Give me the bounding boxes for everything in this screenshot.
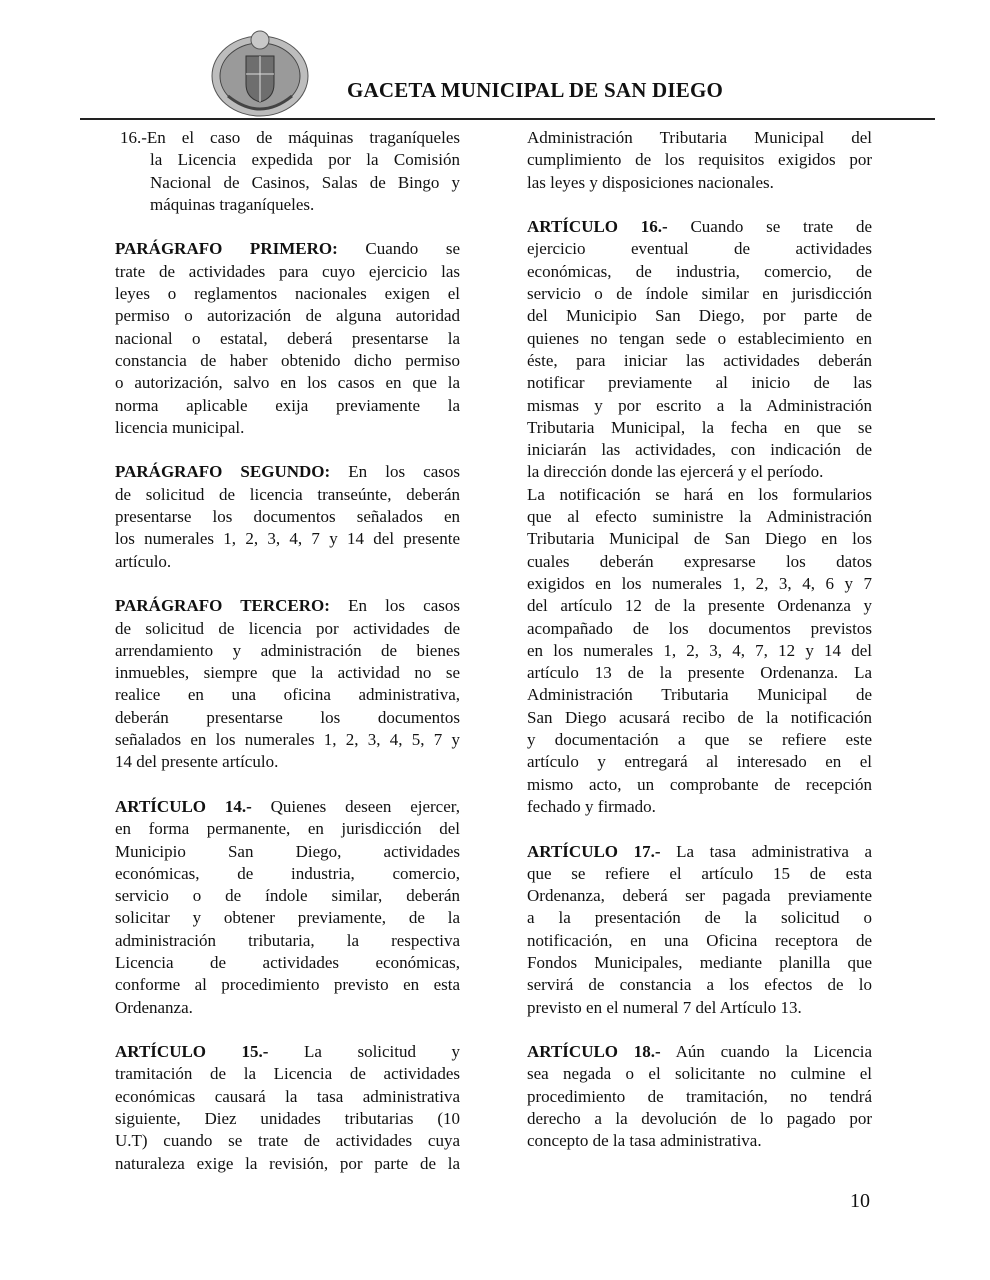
text-line xyxy=(115,907,460,929)
line-text: exigidos en los numerales 1, 2, 3, 4, 6 y 7 xyxy=(527,573,872,593)
line-text: nacional o estatal, deberá presentarse la xyxy=(115,328,460,348)
text-line xyxy=(115,640,460,662)
header-divider xyxy=(80,118,935,120)
text-line xyxy=(115,974,460,996)
line-text: artículo 13 de la presente Ordenanza. La xyxy=(527,663,872,683)
article-heading: ARTÍCULO 15.- xyxy=(115,1042,269,1062)
text-line xyxy=(115,261,460,283)
text-line xyxy=(527,1108,872,1130)
line-text: constancia de haber obtenido dicho permiso xyxy=(115,350,460,370)
line-text: quienes no tengan sede o establecimiento en xyxy=(527,328,872,348)
text-line xyxy=(115,194,460,216)
text-line xyxy=(527,684,872,706)
article-paragraph xyxy=(115,796,460,1019)
article-paragraph xyxy=(115,238,460,439)
text-line xyxy=(527,283,872,305)
text-line xyxy=(115,1063,460,1085)
right-column xyxy=(527,127,872,1153)
text-line xyxy=(527,216,872,238)
text-line xyxy=(115,506,460,528)
line-text: máquinas traganíqueles. xyxy=(150,194,315,214)
line-text: norma aplicable exija previamente la xyxy=(115,395,460,415)
line-text: iniciarán las actividades, con indicación de xyxy=(527,440,872,460)
line-text: San Diego acusará recibo de la notificación xyxy=(527,707,872,727)
line-text: económicas, de industria, comercio, de xyxy=(527,261,872,281)
text-line xyxy=(115,461,460,483)
text-line xyxy=(115,1108,460,1130)
text-line xyxy=(115,395,460,417)
text-line xyxy=(115,930,460,952)
article-paragraph xyxy=(527,216,872,484)
line-text: Fondos Municipales, mediante planilla que xyxy=(527,952,872,972)
paragraph xyxy=(527,127,872,194)
text-line xyxy=(115,729,460,751)
text-line xyxy=(115,127,460,149)
article-paragraph xyxy=(115,1041,460,1175)
text-line xyxy=(527,662,872,684)
text-line xyxy=(527,551,872,573)
text-line xyxy=(527,439,872,461)
text-line xyxy=(115,1130,460,1152)
article-heading: ARTÍCULO 17.- xyxy=(527,841,661,861)
text-line xyxy=(527,952,872,974)
line-text: Administración Tributaria Municipal del xyxy=(527,128,872,147)
line-text: mismas y por escrito a la Administración xyxy=(527,395,872,415)
line-text: Cuando se trate de xyxy=(690,217,873,237)
line-text: Ordenanza, deberá ser pagada previamente xyxy=(527,886,872,906)
line-text: del artículo 12 de la presente Ordenanza y xyxy=(527,596,872,616)
text-line xyxy=(527,595,872,617)
text-line xyxy=(115,551,460,573)
line-text: la Licencia expedida por la Comisión xyxy=(150,150,460,170)
left-column xyxy=(115,127,460,1175)
line-text: en los numerales 1, 2, 3, 4, 7, 12 y 14 del xyxy=(527,640,872,660)
line-text: cumplimiento de los requisitos exigidos por xyxy=(527,150,872,170)
line-text: notificar previamente al inicio de las xyxy=(527,373,872,393)
text-line xyxy=(527,1063,872,1085)
text-line xyxy=(527,350,872,372)
line-text: Tributaria Municipal de San Diego en los xyxy=(527,529,872,549)
line-text: tramitación de la Licencia de actividades xyxy=(115,1064,460,1084)
text-line xyxy=(115,1153,460,1175)
line-text: éste, para iniciar las actividades deberán xyxy=(527,350,872,370)
line-text: naturaleza exige la revisión, por parte de la xyxy=(115,1153,460,1173)
text-line xyxy=(527,841,872,863)
text-line xyxy=(115,528,460,550)
text-line xyxy=(115,662,460,684)
line-text: realice en una oficina administrativa, xyxy=(115,685,460,705)
line-text: Municipio San Diego, actividades xyxy=(115,841,460,861)
line-text: En los casos xyxy=(348,462,460,482)
text-line xyxy=(527,573,872,595)
line-text: previsto en el numeral 7 del Artículo 13. xyxy=(527,997,802,1017)
line-text: Administración Tributaria Municipal de xyxy=(527,685,872,705)
line-text: derecho a la devolución de lo pagado por xyxy=(527,1109,872,1129)
text-line xyxy=(115,172,460,194)
line-text: Cuando se xyxy=(365,239,460,259)
article-heading: ARTÍCULO 14.- xyxy=(115,796,252,816)
line-text: los numerales 1, 2, 3, 4, 7 y 14 del presente xyxy=(115,529,460,549)
line-text: que al efecto suministre la Administración xyxy=(527,507,872,527)
text-line xyxy=(527,1086,872,1108)
text-line xyxy=(527,1130,872,1152)
text-line xyxy=(527,907,872,929)
text-line xyxy=(115,997,460,1019)
text-line xyxy=(527,528,872,550)
text-line xyxy=(115,595,460,617)
text-line xyxy=(115,751,460,773)
text-line xyxy=(527,372,872,394)
line-text: 16.-En el caso de máquinas traganíqueles xyxy=(120,128,460,147)
line-text: servirá de constancia a los efectos de lo xyxy=(527,975,872,995)
text-line xyxy=(527,328,872,350)
line-text: ejercicio eventual de actividades xyxy=(527,239,872,259)
line-text: Nacional de Casinos, Salas de Bingo y xyxy=(150,172,460,192)
text-line xyxy=(115,618,460,640)
text-line xyxy=(527,172,872,194)
text-line xyxy=(527,395,872,417)
text-line xyxy=(115,305,460,327)
line-text: señalados en los numerales 1, 2, 3, 4, 5, 7 y xyxy=(115,730,460,750)
line-text: Aún cuando la Licencia xyxy=(675,1042,873,1062)
line-text: La notificación se hará en los formularios xyxy=(527,484,872,504)
text-line xyxy=(527,729,872,751)
text-line xyxy=(115,863,460,885)
text-line xyxy=(115,1086,460,1108)
text-line xyxy=(115,684,460,706)
line-text: que se refiere el artículo 15 de esta xyxy=(527,863,872,883)
article-paragraph xyxy=(115,461,460,572)
text-line xyxy=(527,461,872,483)
text-line xyxy=(115,484,460,506)
line-text: presentarse los documentos señalados en xyxy=(115,507,460,527)
line-text: Licencia de actividades económicas, xyxy=(115,952,460,972)
article-paragraph xyxy=(527,1041,872,1152)
text-line xyxy=(115,417,460,439)
text-line xyxy=(527,974,872,996)
text-line xyxy=(527,127,872,149)
text-line xyxy=(115,952,460,974)
line-text: arrendamiento y administración de bienes xyxy=(115,640,460,660)
text-line xyxy=(527,484,872,506)
line-text: económicas causará la tasa administrativa xyxy=(115,1086,460,1106)
line-text: a la presentación de la solicitud o xyxy=(527,908,872,928)
text-line xyxy=(527,751,872,773)
line-text: solicitar y obtener previamente, de la xyxy=(115,908,460,928)
text-line xyxy=(115,372,460,394)
text-line xyxy=(115,707,460,729)
line-text: Quienes deseen ejercer, xyxy=(270,796,460,816)
line-text: conforme al procedimiento previsto en esta xyxy=(115,975,460,995)
line-text: mismo acto, un comprobante de recepción xyxy=(527,774,872,794)
line-text: La solicitud y xyxy=(304,1042,461,1062)
line-text: licencia municipal. xyxy=(115,417,245,437)
text-line xyxy=(527,774,872,796)
article-heading: PARÁGRAFO PRIMERO: xyxy=(115,239,338,259)
text-line xyxy=(527,930,872,952)
line-text: concepto de la tasa administrativa. xyxy=(527,1131,762,1151)
text-line xyxy=(527,149,872,171)
line-text: artículo. xyxy=(115,551,172,571)
line-text: del Municipio San Diego, por parte de xyxy=(527,306,872,326)
line-text: las leyes y disposiciones nacionales. xyxy=(527,172,774,192)
article-heading: ARTÍCULO 16.- xyxy=(527,217,668,237)
line-text: sea negada o el solicitante no culmine el xyxy=(527,1064,872,1084)
article-heading: PARÁGRAFO TERCERO: xyxy=(115,596,330,616)
coat-of-arms-logo xyxy=(208,26,312,120)
text-line xyxy=(527,506,872,528)
text-line xyxy=(527,863,872,885)
text-line xyxy=(527,417,872,439)
line-text: Ordenanza. xyxy=(115,997,193,1017)
text-line xyxy=(527,238,872,260)
line-text: en forma permanente, en jurisdicción del xyxy=(115,819,460,839)
line-text: cuales deberán expresarse los datos xyxy=(527,551,872,571)
line-text: Tributaria Municipal, la fecha en que se xyxy=(527,417,872,437)
line-text: En los casos xyxy=(348,596,460,616)
page-number: 10 xyxy=(850,1190,870,1212)
text-line xyxy=(527,707,872,729)
text-line xyxy=(115,350,460,372)
line-text: administración tributaria, la respectiva xyxy=(115,930,460,950)
line-text: de solicitud de licencia por actividades de xyxy=(115,618,460,638)
text-line xyxy=(115,238,460,260)
line-text: siguiente, Diez unidades tributarias (10 xyxy=(115,1109,460,1129)
text-line xyxy=(527,1041,872,1063)
article-paragraph xyxy=(527,841,872,1019)
article-heading: ARTÍCULO 18.- xyxy=(527,1042,661,1062)
text-line xyxy=(527,305,872,327)
text-line xyxy=(115,841,460,863)
line-text: leyes o reglamentos nacionales exigen el xyxy=(115,284,460,304)
line-text: trate de actividades para cuyo ejercicio las xyxy=(115,261,460,281)
line-text: inmuebles, siempre que la actividad no se xyxy=(115,663,460,683)
line-text: fechado y firmado. xyxy=(527,796,656,816)
line-text: económicas, de industria, comercio, xyxy=(115,863,460,883)
text-line xyxy=(115,885,460,907)
text-line xyxy=(115,328,460,350)
line-text: 14 del presente artículo. xyxy=(115,752,279,772)
line-text: la dirección donde las ejercerá y el período. xyxy=(527,462,824,482)
text-line xyxy=(115,796,460,818)
text-line xyxy=(527,618,872,640)
line-text: y documentación a que se refiere este xyxy=(527,730,872,750)
text-line xyxy=(527,796,872,818)
text-line xyxy=(115,283,460,305)
line-text: permiso o autorización de alguna autoridad xyxy=(115,306,460,326)
line-text: notificación, en una Oficina receptora de xyxy=(527,930,872,950)
text-line xyxy=(527,640,872,662)
text-line xyxy=(527,261,872,283)
text-line xyxy=(115,1041,460,1063)
line-text: U.T) cuando se trate de actividades cuya xyxy=(115,1131,460,1151)
line-text: servicio o de índole similar en jurisdicción xyxy=(527,284,872,304)
text-line xyxy=(115,149,460,171)
line-text: de solicitud de licencia transeúnte, deberán xyxy=(115,484,460,504)
paragraph xyxy=(527,484,872,818)
article-paragraph xyxy=(115,595,460,773)
line-text: o autorización, salvo en los casos en que la xyxy=(115,373,460,393)
text-line xyxy=(527,997,872,1019)
text-line xyxy=(527,885,872,907)
article-heading: PARÁGRAFO SEGUNDO: xyxy=(115,462,331,482)
line-text: deberán presentarse los documentos xyxy=(115,707,460,727)
paragraph xyxy=(115,127,460,216)
page-title: GACETA MUNICIPAL DE SAN DIEGO xyxy=(346,78,724,102)
text-line xyxy=(115,818,460,840)
line-text: La tasa administrativa a xyxy=(676,841,872,861)
line-text: artículo y entregará al interesado en el xyxy=(527,752,872,772)
line-text: servicio o de índole similar, deberán xyxy=(115,886,460,906)
line-text: acompañado de los documentos previstos xyxy=(527,618,872,638)
line-text: procedimiento de tramitación, no tendrá xyxy=(527,1086,872,1106)
